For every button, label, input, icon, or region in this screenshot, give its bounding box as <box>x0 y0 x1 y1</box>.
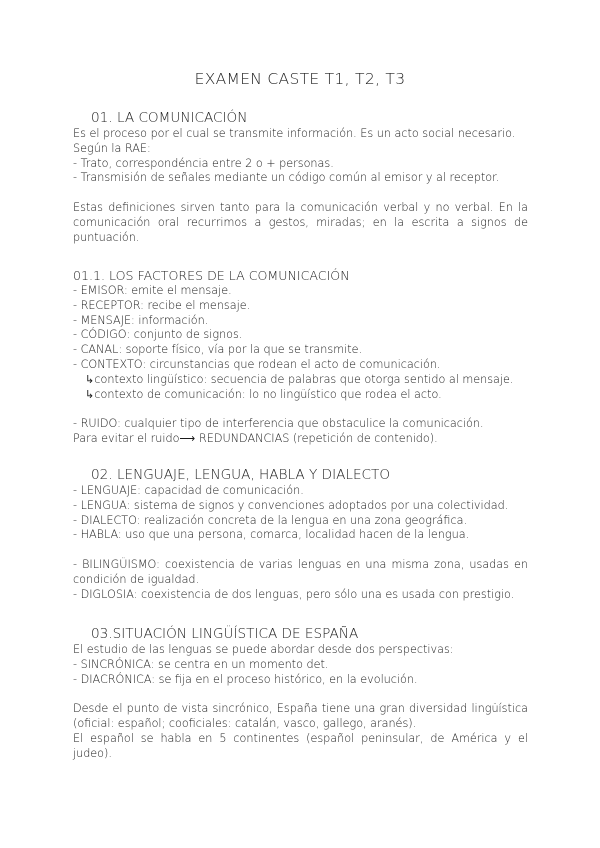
section-heading: 01.1. LOS FACTORES DE LA COMUNICACIÓN <box>73 268 350 283</box>
document-title: EXAMEN CASTE T1, T2, T3 <box>194 70 406 88</box>
list-item: - DIGLOSIA: coexistencia de dos lenguas, pero sólo una es usada con prestigio. <box>73 587 515 601</box>
section-lenguaje <box>73 467 528 602</box>
list-item: - DIACRÓNICA: se fija en el proceso histórico, en la evolución. <box>73 672 418 686</box>
list-item: - CANAL: soporte físico, vía por la que se transmite. <box>73 343 363 357</box>
section-heading: 02. LENGUAJE, LENGUA, HABLA Y DIALECTO <box>91 467 391 483</box>
list-item: - RECEPTOR: recibe el mensaje. <box>73 298 251 312</box>
sub-item: ↳contexto de comunicación: lo no lingüístico que rodea el acto. <box>85 387 442 401</box>
list-item: - EMISOR: emite el mensaje. <box>73 284 232 297</box>
list-item: - SINCRÓNICA: se centra en un momento det. <box>73 657 329 671</box>
list-item: - DIALECTO: realización concreta de la lengua en una zona geográfica. <box>73 513 468 527</box>
list-item: - LENGUAJE: capacidad de comunicación. <box>73 484 304 497</box>
paragraph: Es el proceso por el cual se transmite información. Es un acto social necesario. <box>73 127 516 140</box>
list-item: - Trato, correspondéncia entre 2 o + personas. <box>73 156 334 170</box>
list-item: - MENSAJE: información. <box>73 313 209 327</box>
section-factores <box>73 268 528 447</box>
list-item: - CÓDIGO: conjunto de signos. <box>73 328 243 342</box>
section-heading: 03.SITUACIÓN LINGÜÍSTICA DE ESPAÑA <box>91 626 359 642</box>
rae-label: Según la RAE: <box>73 141 151 155</box>
list-item: - BILINGÜISMO: coexistencia de varias lenguas en una misma zona, usadas en condición de igualdad. <box>73 557 528 586</box>
section-comunicacion <box>73 110 528 245</box>
list-item: - CONTEXTO: circunstancias que rodean el acto de comunicación. <box>73 357 441 371</box>
paragraph: Estas definiciones sirven tanto para la comunicación verbal y no verbal. En la comunicación oral recurrimos a gestos, miradas; en la escrita a signos de puntuación. <box>73 200 528 244</box>
list-item: - HABLA: uso que una persona, comarca, localidad hacen de la lengua. <box>73 528 470 542</box>
list-item: - RUIDO: cualquier tipo de interferencia que obstaculice la comunicación. <box>73 417 484 431</box>
list-item: - LENGUA: sistema de signos y convenciones adoptados por una colectividad. <box>73 498 509 512</box>
note-line: Para evitar el ruido⟶ REDUNDANCIAS (repetición de contenido). <box>73 431 438 445</box>
sub-item: ↳contexto lingüístico: secuencia de palabras que otorga sentido al mensaje. <box>85 372 514 386</box>
paragraph: Desde el punto de vista sincrónico, España tiene una gran diversidad lingüística (oficial: español; cooficiales: catalán, vasco, gallego, aranés). <box>73 702 528 730</box>
paragraph: El español se habla en 5 continentes (español peninsular, de América y el judeo). <box>73 731 528 760</box>
list-item: - Transmisión de señales mediante un código común al emisor y al receptor. <box>73 171 500 185</box>
section-heading: 01. LA COMUNICACIÓN <box>91 110 248 126</box>
section-situacion <box>73 626 528 761</box>
paragraph: El estudio de las lenguas se puede abordar desde dos perspectivas: <box>73 643 454 656</box>
